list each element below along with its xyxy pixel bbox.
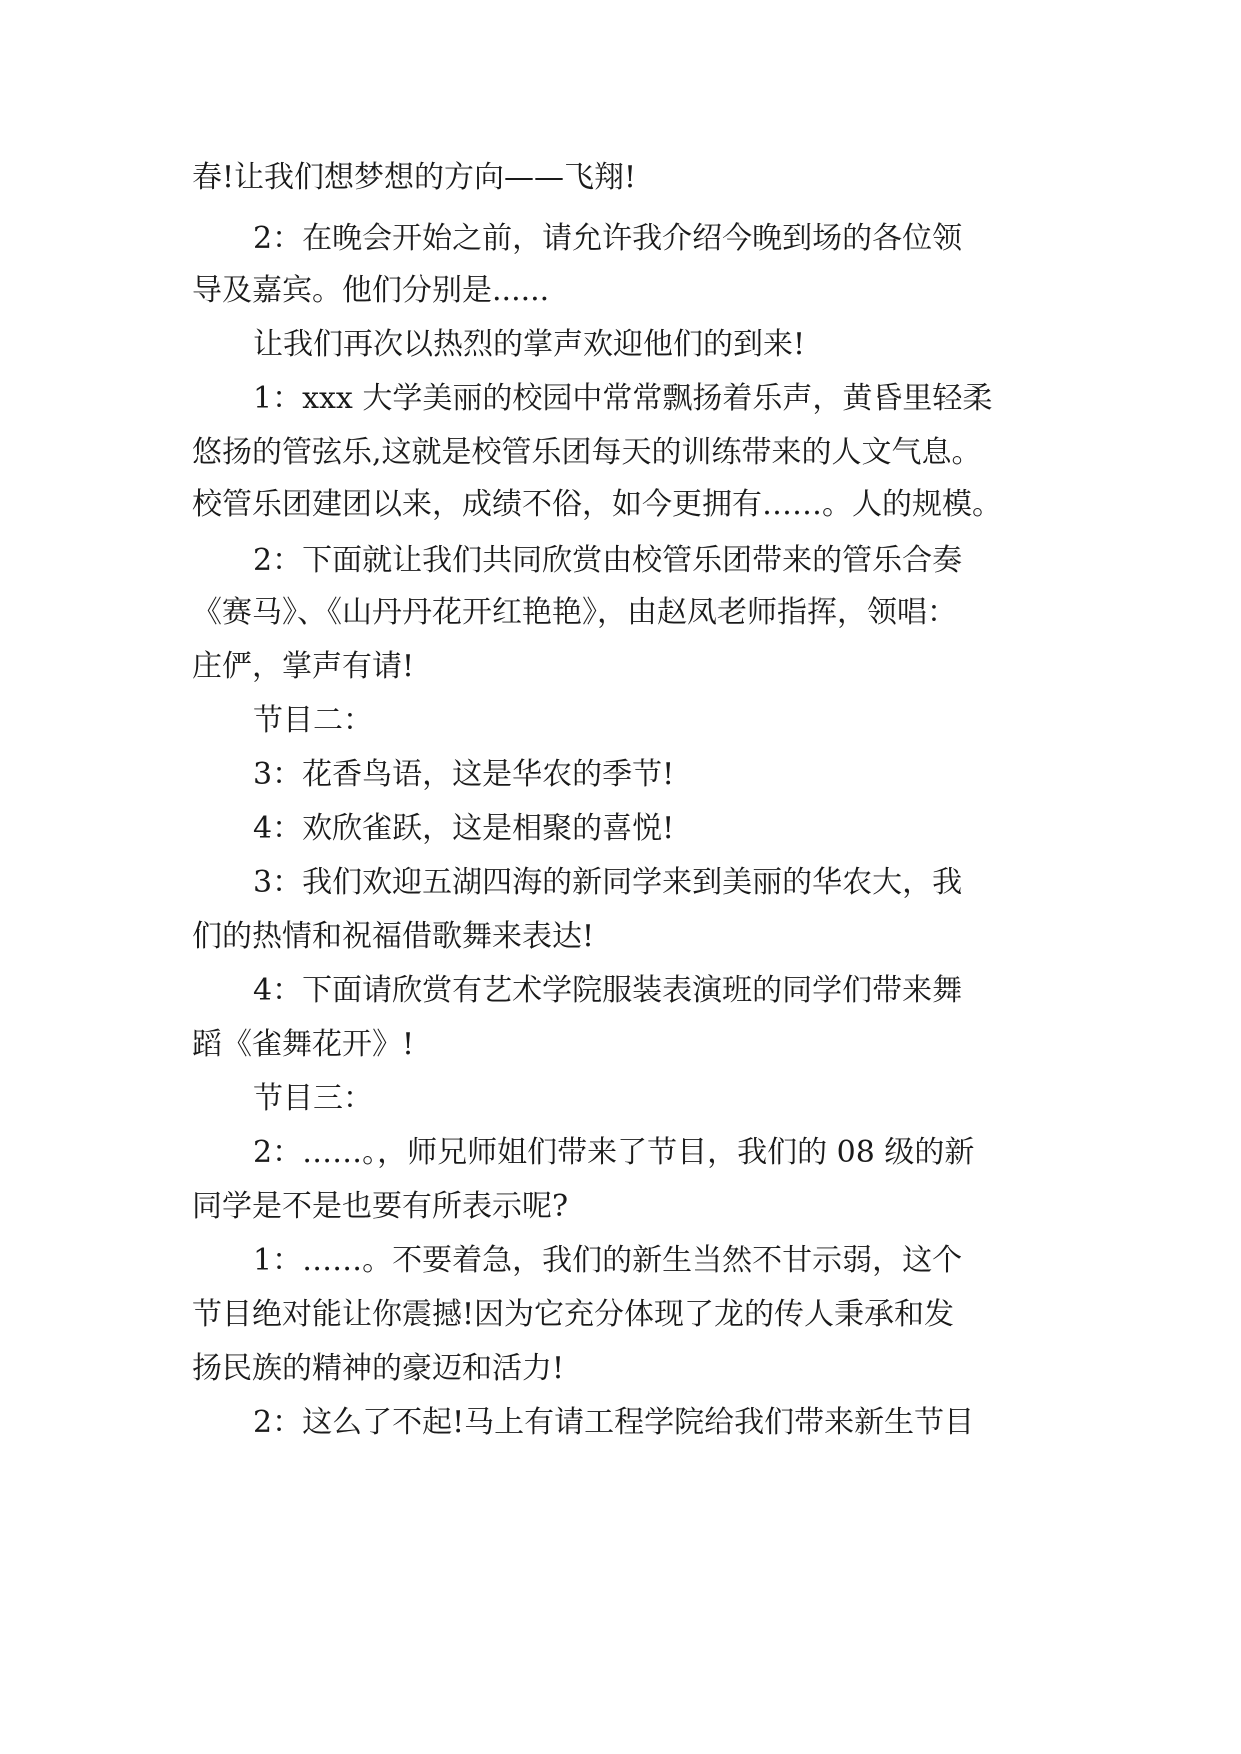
- text-line: 2：下面就让我们共同欣赏由校管乐团带来的管乐合奏: [253, 543, 963, 578]
- text-line: 们的热情和祝福借歌舞来表达!: [192, 919, 595, 954]
- text-line: 节目绝对能让你震撼!因为它充分体现了龙的传人秉承和发: [192, 1297, 955, 1332]
- text-line: 让我们再次以热烈的掌声欢迎他们的到来!: [253, 327, 806, 362]
- text-line: 2：这么了不起!马上有请工程学院给我们带来新生节目: [253, 1405, 975, 1440]
- text-line: 春!让我们想梦想的方向——飞翔!: [192, 160, 637, 195]
- text-line: 2：在晚会开始之前，请允许我介绍今晚到场的各位领: [253, 221, 963, 256]
- text-line: 2：……。，师兄师姐们带来了节目，我们的 08 级的新: [253, 1135, 975, 1170]
- text-line: 导及嘉宾。他们分别是......: [192, 273, 550, 308]
- section-heading: 节目三：: [253, 1081, 373, 1116]
- text-line: 《赛马》、《山丹丹花开红艳艳》，由赵凤老师指挥，领唱：: [192, 595, 957, 630]
- text-line: 蹈《雀舞花开》!: [192, 1027, 415, 1062]
- text-line: 扬民族的精神的豪迈和活力!: [192, 1351, 565, 1386]
- text-line: 1：……。不要着急，我们的新生当然不甘示弱，这个: [253, 1243, 963, 1278]
- text-line: 庄俨，掌声有请!: [192, 649, 415, 684]
- text-line: 3：我们欢迎五湖四海的新同学来到美丽的华农大，我: [253, 865, 963, 900]
- text-line: 4：下面请欣赏有艺术学院服装表演班的同学们带来舞: [253, 973, 963, 1008]
- section-heading: 节目二：: [253, 703, 373, 738]
- text-line: 1：xxx 大学美丽的校园中常常飘扬着乐声，黄昏里轻柔: [253, 381, 993, 416]
- text-line: 3：花香鸟语，这是华农的季节!: [253, 757, 675, 792]
- text-line: 4：欢欣雀跃，这是相聚的喜悦!: [253, 811, 675, 846]
- text-line: 校管乐团建团以来，成绩不俗，如今更拥有……。人的规模。: [192, 487, 1002, 522]
- text-line: 悠扬的管弦乐,这就是校管乐团每天的训练带来的人文气息。: [192, 435, 982, 470]
- text-line: 同学是不是也要有所表示呢?: [192, 1189, 569, 1224]
